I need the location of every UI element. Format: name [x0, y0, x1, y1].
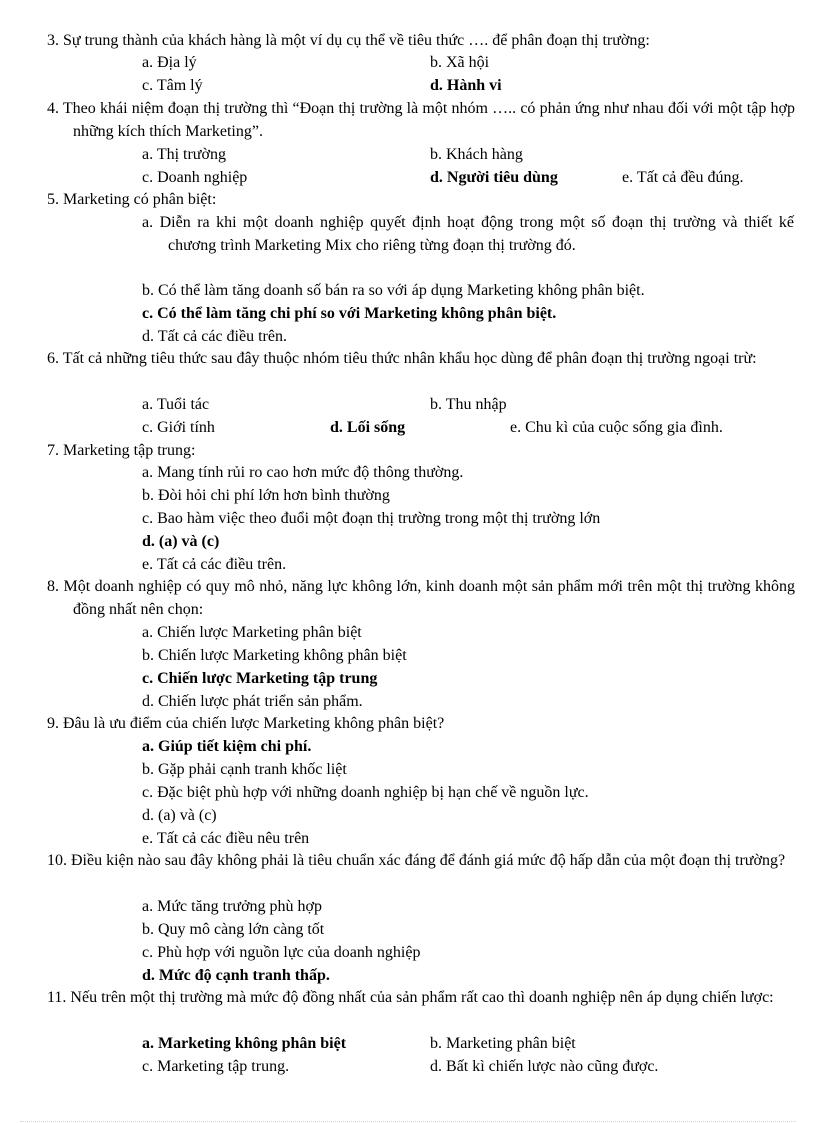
- option-8b: b. Chiến lược Marketing không phân biệt: [142, 647, 407, 664]
- option-11d: d. Bất kì chiến lược nào cũng được.: [430, 1058, 659, 1075]
- option-10d-answer: d. Mức độ cạnh tranh thấp.: [142, 967, 330, 984]
- option-10b: b. Quy mô càng lớn càng tốt: [142, 921, 325, 938]
- option-3b: b. Xã hội: [430, 54, 490, 71]
- option-8a: a. Chiến lược Marketing phân biệt: [142, 624, 362, 641]
- option-9b: b. Gặp phải cạnh tranh khốc liệt: [142, 761, 347, 778]
- option-8d: d. Chiến lược phát triển sản phẩm.: [142, 693, 363, 710]
- question-7: 7. Marketing tập trung:: [47, 442, 196, 459]
- option-5a: a. Diễn ra khi một doanh nghiệp quyết định hoạt động trong một số đoạn thị trường và thiết kế chương trình Marketing Mix cho riêng từng đoạn thị trường đó.: [142, 214, 794, 254]
- option-6d-answer: d. Lối sống: [330, 419, 406, 436]
- option-3c: c. Tâm lý: [142, 77, 203, 94]
- option-4b: b. Khách hàng: [430, 146, 523, 163]
- question-5: 5. Marketing có phân biệt:: [47, 191, 217, 208]
- option-4a: a. Thị trường: [142, 146, 226, 163]
- option-6e: e. Chu kì của cuộc sống gia đình.: [510, 419, 723, 436]
- question-11: 11. Nếu trên một thị trường mà mức độ đồng nhất của sản phẩm rất cao thì doanh nghiệp nên áp dụng chiến lược:: [47, 989, 774, 1006]
- question-9: 9. Đâu là ưu điểm của chiến lược Marketing không phân biệt?: [47, 715, 445, 732]
- option-4d-answer: d. Người tiêu dùng: [430, 169, 558, 186]
- option-5c-answer: c. Có thể làm tăng chi phí so với Marketing không phân biệt.: [142, 305, 557, 322]
- page-bottom-divider: [20, 1121, 796, 1122]
- question-4: 4. Theo khái niệm đoạn thị trường thì “Đoạn thị trường là một nhóm ….. có phản ứng như nhau đối với một tập hợp những kích thích Marketing”.: [47, 100, 795, 140]
- option-9d: d. (a) và (c): [142, 807, 217, 824]
- option-7b: b. Đòi hỏi chi phí lớn hơn bình thường: [142, 487, 390, 504]
- option-11b: b. Marketing phân biệt: [430, 1035, 576, 1052]
- option-6c: c. Giới tính: [142, 419, 215, 436]
- question-10: 10. Điều kiện nào sau đây không phải là tiêu chuẩn xác đáng để đánh giá mức độ hấp dẫn của một đoạn thị trường?: [47, 852, 786, 869]
- option-3a: a. Địa lý: [142, 54, 197, 71]
- option-9a-answer: a. Giúp tiết kiệm chi phí.: [142, 738, 312, 755]
- option-7d-answer: d. (a) và (c): [142, 533, 220, 550]
- option-10a: a. Mức tăng trưởng phù hợp: [142, 898, 323, 915]
- option-3d-answer: d. Hành vi: [430, 77, 502, 94]
- option-7e: e. Tất cả các điều trên.: [142, 556, 287, 573]
- option-9e: e. Tất cả các điều nêu trên: [142, 830, 310, 847]
- option-6a: a. Tuổi tác: [142, 396, 210, 413]
- question-3: 3. Sự trung thành của khách hàng là một ví dụ cụ thể về tiêu thức …. để phân đoạn thị trường:: [47, 32, 650, 49]
- option-4e: e. Tất cả đều đúng.: [622, 169, 744, 186]
- option-7c: c. Bao hàm việc theo đuổi một đoạn thị trường trong một thị trường lớn: [142, 510, 601, 527]
- option-11c: c. Marketing tập trung.: [142, 1058, 290, 1075]
- question-6: 6. Tất cả những tiêu thức sau đây thuộc nhóm tiêu thức nhân khẩu học dùng để phân đoạn thị trường ngoại trừ:: [47, 350, 757, 367]
- option-9c: c. Đặc biệt phù hợp với những doanh nghiệp bị hạn chế về nguồn lực.: [142, 784, 589, 801]
- option-5d: d. Tất cả các điều trên.: [142, 328, 287, 345]
- option-4c: c. Doanh nghiệp: [142, 169, 248, 186]
- question-8: 8. Một doanh nghiệp có quy mô nhỏ, năng lực không lớn, kinh doanh một sản phẩm mới trên một thị trường không đồng nhất nên chọn:: [47, 578, 795, 618]
- option-11a-answer: a. Marketing không phân biệt: [142, 1035, 347, 1052]
- option-7a: a. Mang tính rủi ro cao hơn mức độ thông thường.: [142, 464, 464, 481]
- option-8c-answer: c. Chiến lược Marketing tập trung: [142, 670, 378, 687]
- option-10c: c. Phù hợp với nguồn lực của doanh nghiệp: [142, 944, 421, 961]
- option-6b: b. Thu nhập: [430, 396, 507, 413]
- option-5b: b. Có thể làm tăng doanh số bán ra so với áp dụng Marketing không phân biệt.: [142, 282, 645, 299]
